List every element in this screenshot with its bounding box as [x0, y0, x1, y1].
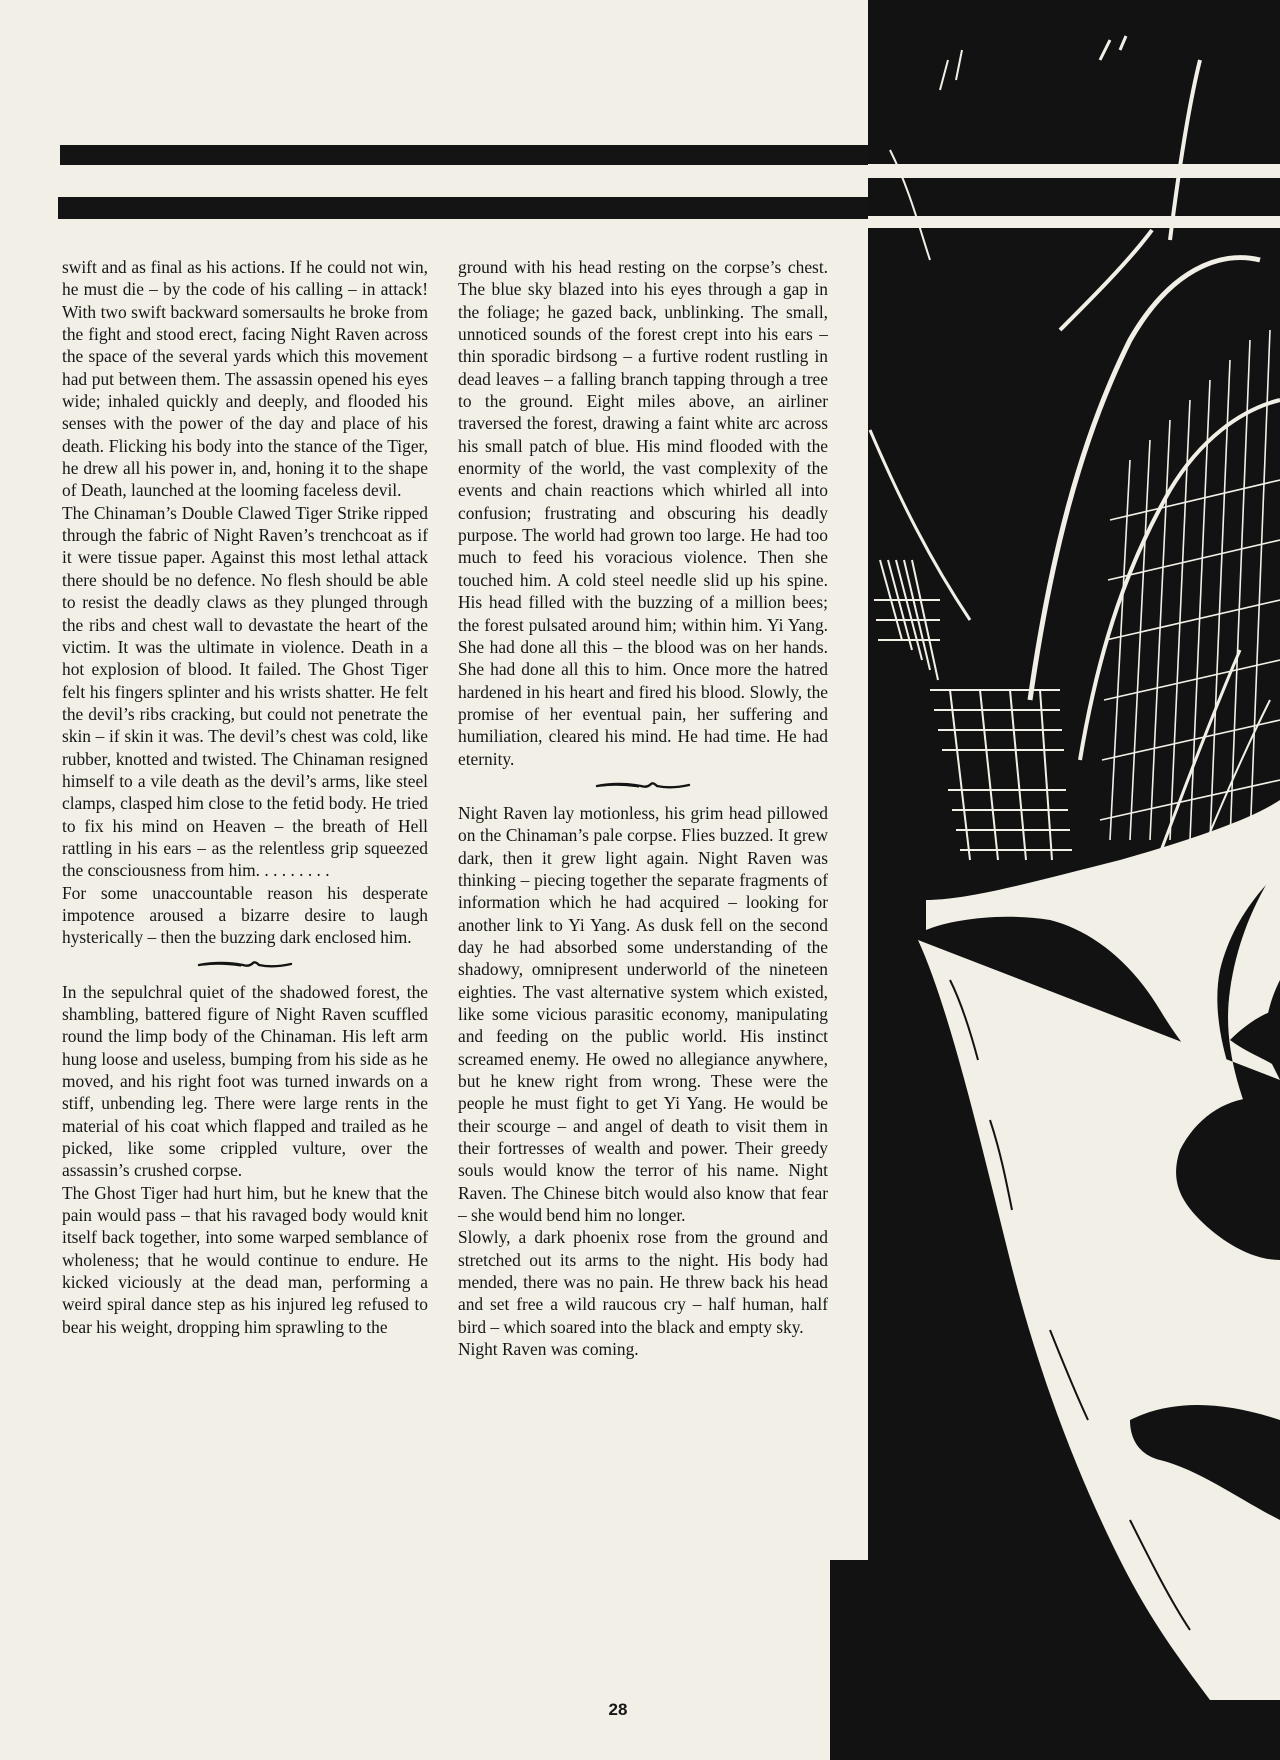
paragraph: Night Raven was coming. [458, 1339, 639, 1360]
paragraph: ground with his head resting on the corpse’s chest. The blue sky blazed into his eyes through a gap in the foliage; he gazed back, unblinking. The small, unnoticed sounds of the forest crept into his ears – thin sporadic birdsong – a furtive rodent rustling in dead leaves – a falling branch tapping through a tree to the ground. Eight miles above, an airliner traversed the forest, drawing a faint white arc across his small patch of blue. His mind flooded with the enormity of the world, the vast complexity of the events and chain reactions which whirled all into confusion; frustrating and obscuring his deadly purpose. The world had grown too large. He had too much to feed his voracious violence. Then she touched him. A cold steel needle slid up his spine. His head filled with the buzzing of a million bees; the forest pulsated around him; within him. Yi Yang. She had done all this – the blood was on her hands. She had done all this to him. Once more the hatred hardened in his heart and fired his blood. Slowly, the promise of her eventual pain, her suffering and humiliation, cleared his mind. He had time. He had eternity. [458, 257, 828, 769]
second-rule [58, 197, 868, 219]
text-column-left [62, 256, 428, 1338]
ink-illustration-svg [830, 0, 1280, 1760]
paragraph: The Ghost Tiger had hurt him, but he knew that the pain would pass – that his ravaged body would knit itself back together, into some warped semblance of wholeness; that he would continue to endure. He kicked viciously at the dead man, performing a weird spiral dance step as his injured leg refused to bear his weight, dropping him sprawling to the [62, 1182, 428, 1337]
top-rule [60, 145, 868, 165]
section-break-ornament [595, 780, 691, 792]
text-column-right [458, 256, 828, 1361]
paragraph: For some unaccountable reason his desperate impotence aroused a bizarre desire to laugh hysterically – then the buzzing dark enclosed him. [62, 882, 428, 948]
section-break-ornament [197, 959, 293, 971]
paragraph: In the sepulchral quiet of the shadowed forest, the shambling, battered figure of Night Raven scuffled round the limp body of the Chinaman. His left arm hung loose and useless, bumping from his side as he moved, and his right foot was turned inwards on a stiff, unbending leg. There were large rents in the material of his coat which flapped and trailed as he picked, like some crippled vulture, over the assassin’s crushed corpse. [62, 981, 428, 1181]
night-raven-illustration [830, 0, 1280, 1760]
paragraph: Slowly, a dark phoenix rose from the ground and stretched out its arms to the night. His body had mended, there was no pain. He threw back his head and set free a wild raucous cry – half human, half bird – which soared into the black and empty sky. [458, 1227, 828, 1337]
paragraph: Night Raven lay motionless, his grim head pillowed on the Chinaman’s pale corpse. Flies buzzed. It grew dark, then it grew light again. Night Raven was thinking – piecing together the separate fragments of information which he had acquired – looking for another link to Yi Yang. As dusk fell on the second day he had absorbed some understanding of the shadowy, omnipresent underworld of the nineteen eighties. The vast alternative system which existed, like some vicious parasitic economy, manipulating and feeding on the public world. His instinct screamed enemy. He owed no allegiance anywhere, but he knew right from wrong. These were the people he must fight to get Yi Yang. He would be their scourge – and angel of death to visit them in their fortresses of wealth and power. Their greedy souls would know the terror of his name. Night Raven. The Chinese bitch would also know that fear – she would bend him no longer. [458, 802, 828, 1226]
paragraph: swift and as final as his actions. If he could not win, he must die – by the code of his calling – in attack! With two swift backward somersaults he broke from the fight and stood erect, facing Night Raven across the space of the several yards which this movement had put between them. The assassin opened his eyes wide; inhaled quickly and deeply, and flooded his senses with the power of the day and place of his death. Flicking his body into the stance of the Tiger, he drew all his power in, and, honing it to the shape of Death, launched at the looming faceless devil. [62, 257, 428, 501]
paragraph: The Chinaman’s Double Clawed Tiger Strike ripped through the fabric of Night Raven’s trenchcoat as if it were tissue paper. Against this most lethal attack there should be no defence. No flesh should be able to resist the deadly claws as they plunged through the ribs and chest wall to devastate the heart of the victim. It was the ultimate in violence. Death in a hot explosion of blood. It failed. The Ghost Tiger felt his fingers splinter and his wrists shatter. He felt the devil’s ribs cracking, but could not penetrate the skin – if skin it was. The devil’s chest was cold, like rubber, knotted and twisted. The Chinaman resigned himself to a vile death as the devil’s arms, like steel clamps, clasped him close to the fetid body. He tried to fix his mind on Heaven – the breath of Hell rattling in his ears – as the relentless grip squeezed the consciousness from him. . . . . . . . . [62, 502, 428, 881]
page-number: 28 [608, 1700, 628, 1719]
